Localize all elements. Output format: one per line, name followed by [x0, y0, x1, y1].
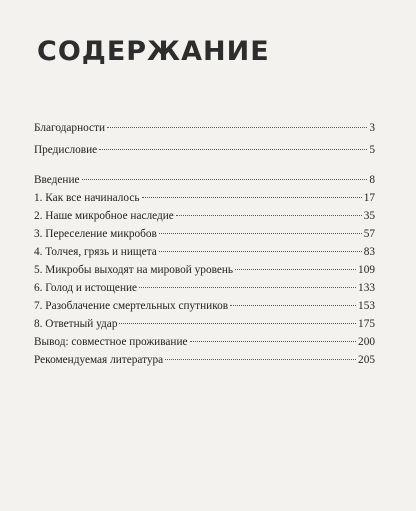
toc-entry-title: Введение: [34, 174, 80, 186]
dot-leader: [142, 197, 362, 198]
toc-entry: [34, 143, 375, 157]
toc-entry-title: Благодарности: [34, 122, 106, 134]
toc-entry-page: 133: [358, 282, 375, 294]
toc-entry: [34, 191, 375, 205]
toc-entry: [34, 263, 375, 277]
dot-leader: [230, 305, 356, 306]
toc-entry-page: 3: [369, 122, 375, 134]
toc-entry: [34, 173, 375, 187]
toc-entry-page: 175: [358, 318, 375, 330]
toc-entry-title: Предисловие: [34, 144, 98, 156]
dot-leader: [99, 149, 367, 150]
toc-entry: [34, 299, 375, 313]
dot-leader: [176, 215, 362, 216]
toc-entry-title: 3. Переселение микробов: [34, 228, 157, 240]
toc-entry-title: 4. Толчея, грязь и нищета: [34, 246, 157, 258]
toc-entry-title: Рекомендуемая литература: [34, 354, 164, 366]
toc-entry-page: 205: [358, 354, 375, 366]
dot-leader: [190, 341, 357, 342]
toc-entry: [34, 209, 375, 223]
toc-entry-page: 35: [363, 210, 375, 222]
toc-entry-title: 1. Как все начиналось: [34, 192, 140, 204]
dot-leader: [159, 233, 362, 234]
toc-entry-page: 8: [369, 174, 375, 186]
dot-leader: [165, 359, 356, 360]
dot-leader: [119, 323, 356, 324]
toc-entry-page: 5: [369, 144, 375, 156]
toc-entry-title: 2. Наше микробное наследие: [34, 210, 174, 222]
toc-entry-title: Вывод: совместное проживание: [34, 336, 188, 348]
toc-entry-title: 6. Голод и истощение: [34, 282, 138, 294]
page-title: СОДЕРЖАНИЕ: [37, 36, 270, 67]
toc-entry-title: 5. Микробы выходят на мировой уровень: [34, 264, 234, 276]
toc-entry: [34, 245, 375, 259]
toc-entry: [34, 281, 375, 295]
toc-entry-page: 83: [363, 246, 375, 258]
dot-leader: [139, 287, 356, 288]
dot-leader: [107, 127, 367, 128]
dot-leader: [235, 269, 356, 270]
toc-entry-page: 57: [363, 228, 375, 240]
toc-entry-title: 8. Ответный удар: [34, 318, 118, 330]
toc-entry: [34, 335, 375, 349]
toc-entry: [34, 353, 375, 367]
toc-entry-page: 200: [358, 336, 375, 348]
toc-entry: [34, 317, 375, 331]
toc-entry-page: 109: [358, 264, 375, 276]
toc-entry: [34, 227, 375, 241]
toc-entry-page: 153: [358, 300, 375, 312]
toc-entry-title: 7. Разоблачение смертельных спутников: [34, 300, 229, 312]
dot-leader: [82, 179, 368, 180]
toc-entry: [34, 121, 375, 135]
toc-entry-page: 17: [363, 192, 375, 204]
dot-leader: [159, 251, 362, 252]
